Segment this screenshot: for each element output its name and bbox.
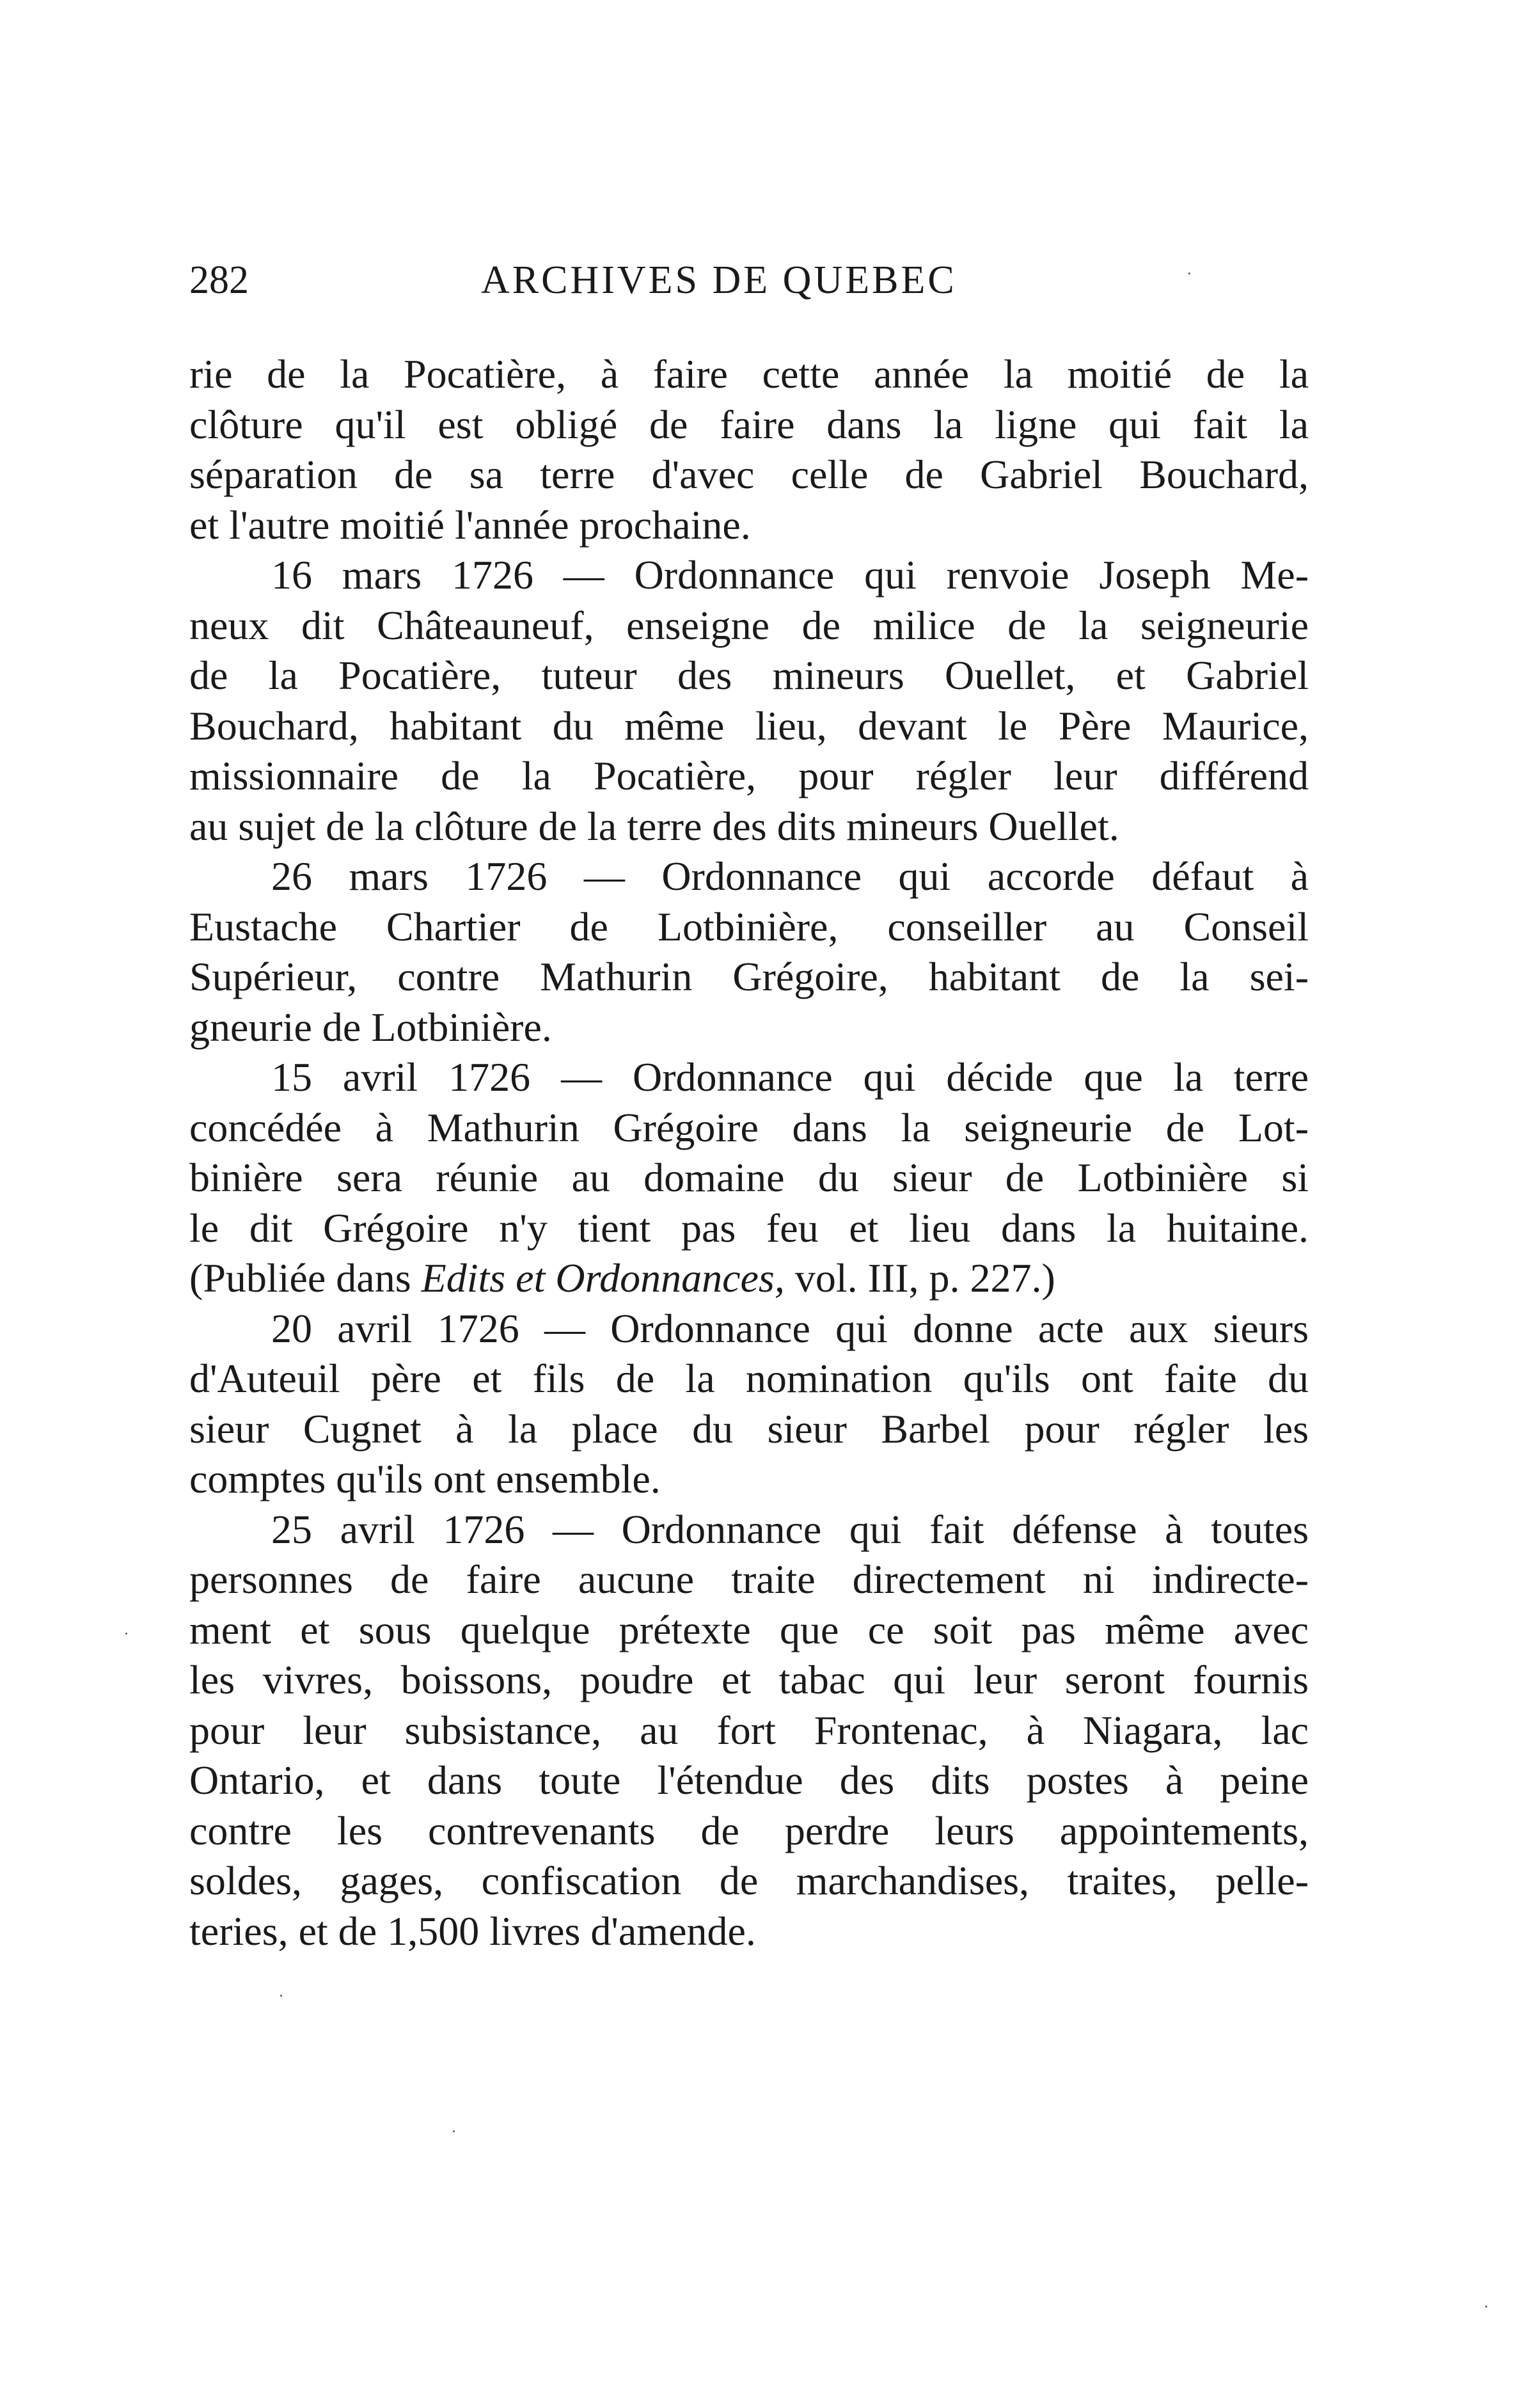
text-line: clôture qu'il est obligé de faire dans la ligne qui fait la bbox=[189, 401, 1309, 447]
text-line: au sujet de la clôture de la terre des dits mineurs Ouellet. bbox=[189, 803, 1119, 849]
text-line-citation: (Publiée dans Edits et Ordonnances, vol. III, p. 227.) bbox=[189, 1255, 1055, 1301]
page-header bbox=[189, 255, 1315, 306]
page-number: 282 bbox=[189, 258, 249, 302]
running-title: ARCHIVES DE QUEBEC bbox=[481, 258, 957, 302]
text-line: le dit Grégoire n'y tient pas feu et lieu dans la huitaine. bbox=[189, 1205, 1309, 1251]
text-line: concédée à Mathurin Grégoire dans la seigneurie de Lot- bbox=[189, 1104, 1309, 1150]
text-line: neux dit Châteauneuf, enseigne de milice de la seigneurie bbox=[189, 602, 1309, 648]
scan-speck bbox=[280, 1995, 282, 1997]
text-line: missionnaire de la Pocatière, pour régler leur différend bbox=[189, 753, 1309, 798]
text-line: ment et sous quelque prétexte que ce soit pas même avec bbox=[189, 1606, 1309, 1652]
paragraph bbox=[189, 852, 1309, 1052]
text-line: gneurie de Lotbinière. bbox=[189, 1004, 552, 1050]
text-line: d'Auteuil père et fils de la nomination qu'ils ont faite du bbox=[189, 1356, 1309, 1401]
text-line: Bouchard, habitant du même lieu, devant le Père Maurice, bbox=[189, 702, 1309, 749]
text-line: contre les contrevenants de perdre leurs appointements, bbox=[189, 1807, 1309, 1853]
publication-title: Edits et Ordonnances, bbox=[421, 1255, 785, 1301]
text-line: 26 mars 1726 — Ordonnance qui accorde défaut à bbox=[271, 853, 1309, 899]
paragraph bbox=[189, 349, 1309, 550]
text-line: les vivres, boissons, poudre et tabac qui leur seront fournis bbox=[189, 1657, 1309, 1702]
text-line: sieur Cugnet à la place du sieur Barbel pour régler les bbox=[189, 1406, 1309, 1452]
text-line: 16 mars 1726 — Ordonnance qui renvoie Joseph Me- bbox=[271, 552, 1309, 598]
text-line: 25 avril 1726 — Ordonnance qui fait défense à toutes bbox=[271, 1506, 1309, 1552]
text-line: comptes qu'ils ont ensemble. bbox=[189, 1456, 661, 1501]
text-line: soldes, gages, confiscation de marchandises, traites, pelle- bbox=[189, 1858, 1309, 1903]
paragraph bbox=[189, 1052, 1309, 1304]
paragraph bbox=[189, 1304, 1309, 1505]
text-line: rie de la Pocatière, à faire cette année la moitié de la bbox=[189, 351, 1309, 397]
text-line: personnes de faire aucune traite directement ni indirecte- bbox=[189, 1556, 1309, 1602]
paragraph bbox=[189, 1505, 1309, 1957]
scan-speck bbox=[1485, 2306, 1487, 2308]
text-line: Eustache Chartier de Lotbinière, conseiller au Conseil bbox=[189, 903, 1309, 949]
text-line: de la Pocatière, tuteur des mineurs Ouellet, et Gabriel bbox=[189, 653, 1309, 698]
text-line: pour leur subsistance, au fort Frontenac, à Niagara, lac bbox=[189, 1707, 1309, 1753]
text-line: Supérieur, contre Mathurin Grégoire, habitant de la sei- bbox=[189, 954, 1309, 999]
scan-speck bbox=[453, 2130, 455, 2132]
scan-speck bbox=[125, 1633, 127, 1635]
text-line: Ontario, et dans toute l'étendue des dits postes à peine bbox=[189, 1757, 1309, 1803]
paragraph bbox=[189, 550, 1309, 852]
text-line: séparation de sa terre d'avec celle de Gabriel Bouchard, bbox=[189, 452, 1309, 497]
text-line: 20 avril 1726 — Ordonnance qui donne acte aux sieurs bbox=[271, 1305, 1309, 1351]
text-line: 15 avril 1726 — Ordonnance qui décide que la terre bbox=[271, 1054, 1309, 1100]
scan-speck bbox=[1188, 273, 1190, 274]
body-text bbox=[189, 349, 1309, 1956]
text-line: et l'autre moitié l'année prochaine. bbox=[189, 502, 751, 548]
text-line: binière sera réunie au domaine du sieur de Lotbinière si bbox=[189, 1155, 1309, 1200]
text-line: teries, et de 1,500 livres d'amende. bbox=[189, 1908, 756, 1954]
